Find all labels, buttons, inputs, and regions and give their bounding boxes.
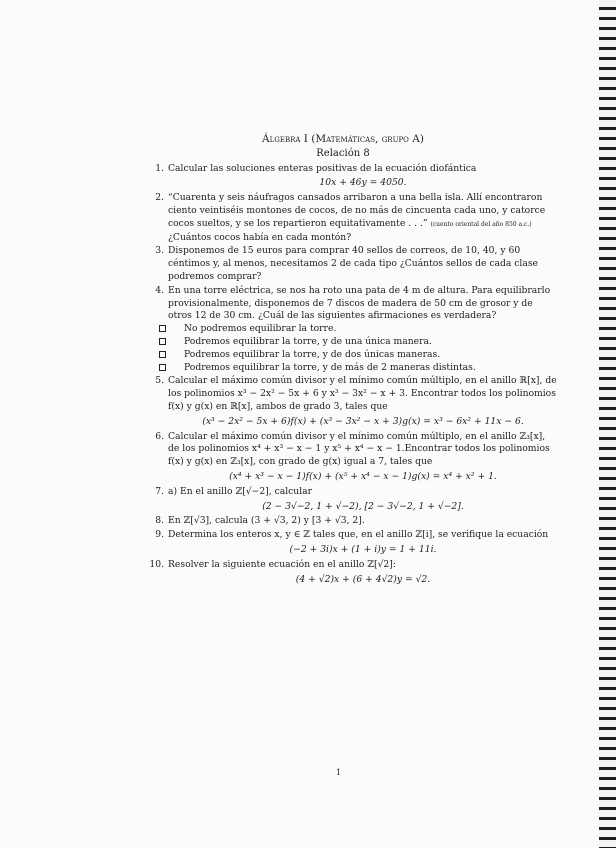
problem-text: Calcular las soluciones enteras positivas de la ecuación diofántica bbox=[168, 162, 477, 174]
problem-text: Calcular el máximo común divisor y el mínimo común múltiplo, en el anillo ℝ[x], de los polinomios x³ − 2x² − 5x + 6 y x³ − 3x² − x + 3. Encontrar todos los polinomios f(x) y g(x) en ℝ[x], ambos de grado 3, tales que bbox=[168, 375, 557, 412]
problem-text: En ℤ[√3], calcula (3 + √3, 2) y [3 + √3, 2]. bbox=[168, 515, 365, 527]
problem-5 bbox=[148, 375, 558, 428]
checkbox[interactable] bbox=[159, 338, 166, 345]
problem-number: 7. bbox=[155, 485, 164, 497]
problem-equation: (−2 + 3i)x + (1 + i)y = 1 + 11i. bbox=[289, 543, 437, 555]
option-label: No podremos equilibrar la torre. bbox=[184, 323, 337, 335]
problem-8 bbox=[148, 515, 558, 528]
problem-number: 1. bbox=[155, 162, 164, 174]
problem-7 bbox=[148, 486, 558, 514]
sheet-title: Álgebra I (Matemáticas, grupo A) bbox=[262, 133, 424, 145]
problem-equation: 10x + 46y = 4050. bbox=[319, 177, 407, 189]
problem-text: “Cuarenta y seis náufragos cansados arribaron a una bella isla. Allí encontraron ciento veintiséis montones de cocos, de no más de cincuenta cada uno, y catorce cocos sueltos, y se los repartieron equitativamente . . .” bbox=[168, 192, 546, 229]
problem-2 bbox=[148, 192, 558, 244]
problem-6 bbox=[148, 431, 558, 484]
problem-text: Calcular el máximo común divisor y el mínimo común múltiplo, en el anillo ℤ₃[x], de los polinomios x⁴ + x³ − x − 1 y x⁵ + x⁴ − x − 1.Encontrar todos los polinomios f(x) y g(x) en ℤ₃[x], con grado de g(x) igual a 7, tales que bbox=[168, 430, 550, 468]
option-label: Podremos equilibrar la torre, y de dos únicas maneras. bbox=[184, 348, 441, 360]
problem-4 bbox=[148, 285, 558, 323]
problem-text: En una torre eléctrica, se nos ha roto una pata de 4 m de altura. Para equilibrarlo provisionalmente, disponemos de 7 discos de madera de 50 cm de grosor y de otros 12 de 30 cm. ¿Cuál de las siguientes afirmaciones es verdadera? bbox=[168, 284, 551, 322]
checkbox[interactable] bbox=[159, 351, 166, 358]
problem-text: Resolver la siguiente ecuación en el anillo ℤ[√2]: bbox=[168, 558, 396, 570]
checkbox[interactable] bbox=[159, 364, 166, 371]
spiral-binding bbox=[590, 0, 616, 848]
problem-10 bbox=[148, 559, 558, 587]
page-number: 1 bbox=[336, 768, 342, 777]
problem-equation: (x⁴ + x³ − x − 1)f(x) + (x⁵ + x⁴ − x − 1)g(x) = x⁴ + x² + 1. bbox=[229, 470, 497, 482]
problem-note: (cuento oriental del año 850 a.c.) bbox=[430, 220, 532, 228]
option-1[interactable] bbox=[148, 323, 558, 336]
problem-sheet bbox=[148, 133, 558, 588]
problem-equation: (x³ − 2x² − 5x + 6)f(x) + (x³ − 3x² − x + 3)g(x) = x³ − 6x² + 11x − 6. bbox=[202, 415, 524, 427]
problem-number: 6. bbox=[155, 430, 164, 442]
problem-equation: (4 + √2)x + (6 + 4√2)y = √2. bbox=[295, 573, 431, 585]
problem-text: Determina los enteros x, y ∈ ℤ tales que, en el anillo ℤ[i], se verifique la ecuación bbox=[168, 529, 549, 541]
option-3[interactable] bbox=[148, 349, 558, 362]
problem-text: a) En el anillo ℤ[√−2], calcular bbox=[168, 485, 313, 497]
problem-number: 9. bbox=[155, 529, 164, 541]
problem-number: 10. bbox=[149, 558, 164, 570]
problem-question: ¿Cuántos cocos había en cada montón? bbox=[168, 231, 352, 243]
problem-number: 3. bbox=[155, 245, 164, 257]
option-label: Podremos equilibrar la torre, y de una única manera. bbox=[184, 335, 432, 347]
problem-text: Disponemos de 15 euros para comprar 40 sellos de correos, de 10, 40, y 60 céntimos y, al menos, necesitamos 2 de cada tipo ¿Cuántos sellos de cada clase podremos comprar? bbox=[168, 245, 538, 282]
problem-number: 4. bbox=[155, 284, 164, 296]
checkbox[interactable] bbox=[159, 325, 166, 332]
option-4[interactable] bbox=[148, 362, 558, 375]
problem-9 bbox=[148, 529, 558, 557]
sheet-subtitle: Relación 8 bbox=[316, 147, 370, 159]
problem-number: 2. bbox=[155, 192, 164, 204]
problem-equation: (2 − 3√−2, 1 + √−2), [2 − 3√−2, 1 + √−2]. bbox=[262, 500, 464, 512]
problem-1 bbox=[148, 163, 558, 191]
option-2[interactable] bbox=[148, 336, 558, 349]
option-label: Podremos equilibrar la torre, y de más de 2 maneras distintas. bbox=[184, 361, 476, 373]
problem-number: 5. bbox=[155, 375, 164, 387]
problem-number: 8. bbox=[155, 515, 164, 527]
problem-3 bbox=[148, 245, 558, 283]
